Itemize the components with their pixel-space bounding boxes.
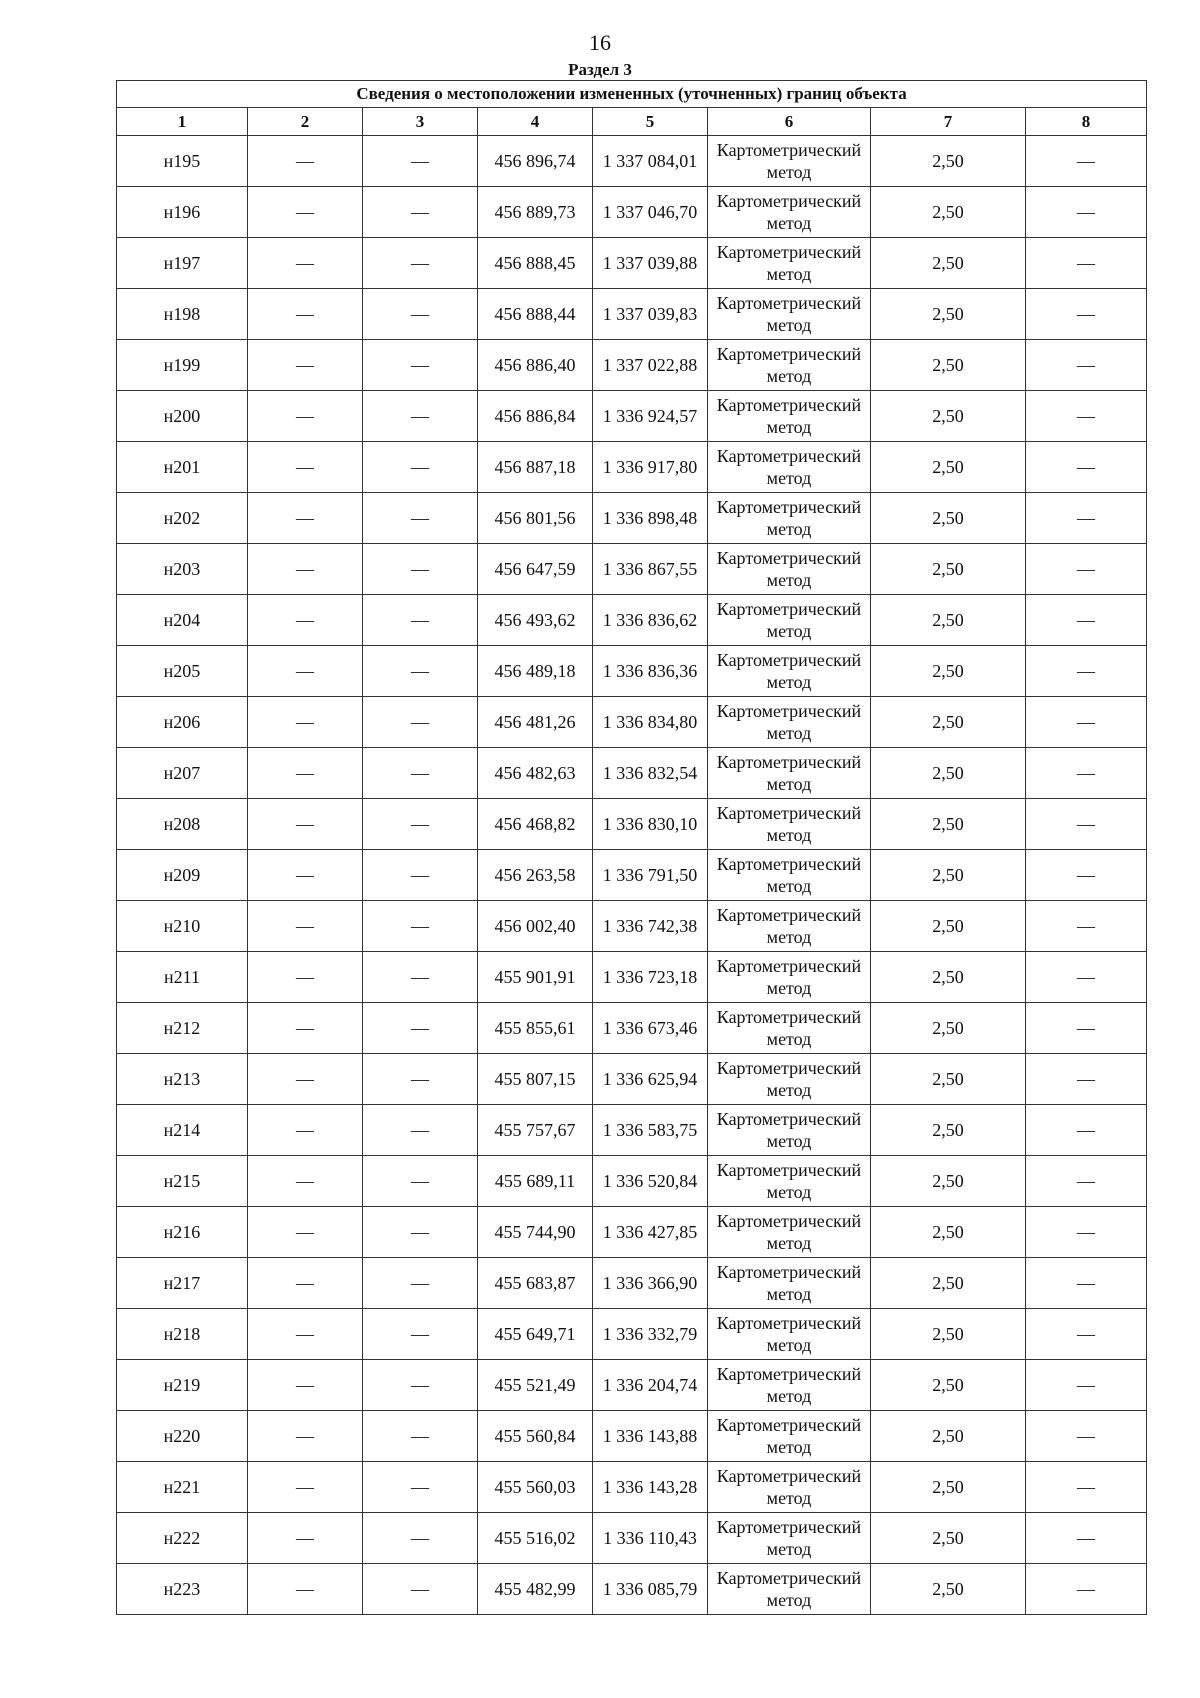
accuracy-cell: 2,50 bbox=[871, 1003, 1026, 1054]
cell-col3: — bbox=[363, 1054, 478, 1105]
cell-col2: — bbox=[248, 1207, 363, 1258]
point-id-cell: н215 bbox=[117, 1156, 248, 1207]
method-cell: Картометрический метод bbox=[708, 1003, 871, 1054]
cell-col3: — bbox=[363, 136, 478, 187]
method-cell: Картометрический метод bbox=[708, 1411, 871, 1462]
page-number: 16 bbox=[589, 30, 611, 55]
point-id-cell: н209 bbox=[117, 850, 248, 901]
table-row bbox=[117, 1003, 1147, 1054]
coord-y-cell: 1 336 110,43 bbox=[593, 1513, 708, 1564]
coord-y-cell: 1 337 046,70 bbox=[593, 187, 708, 238]
point-id-cell: н214 bbox=[117, 1105, 248, 1156]
accuracy-cell: 2,50 bbox=[871, 1258, 1026, 1309]
cell-col3: — bbox=[363, 238, 478, 289]
table-body bbox=[117, 136, 1147, 1615]
cell-col8: — bbox=[1026, 1462, 1147, 1513]
cell-col3: — bbox=[363, 850, 478, 901]
method-cell: Картометрический метод bbox=[708, 799, 871, 850]
cell-col8: — bbox=[1026, 901, 1147, 952]
coord-y-cell: 1 336 791,50 bbox=[593, 850, 708, 901]
coord-y-cell: 1 336 427,85 bbox=[593, 1207, 708, 1258]
coord-x-cell: 456 896,74 bbox=[478, 136, 593, 187]
cell-col3: — bbox=[363, 1309, 478, 1360]
coord-y-cell: 1 336 830,10 bbox=[593, 799, 708, 850]
coord-x-cell: 456 886,40 bbox=[478, 340, 593, 391]
accuracy-cell: 2,50 bbox=[871, 1411, 1026, 1462]
accuracy-cell: 2,50 bbox=[871, 901, 1026, 952]
accuracy-cell: 2,50 bbox=[871, 1105, 1026, 1156]
accuracy-cell: 2,50 bbox=[871, 340, 1026, 391]
coord-x-cell: 455 757,67 bbox=[478, 1105, 593, 1156]
cell-col8: — bbox=[1026, 544, 1147, 595]
coord-x-cell: 455 560,03 bbox=[478, 1462, 593, 1513]
table-row bbox=[117, 1054, 1147, 1105]
coord-x-cell: 455 744,90 bbox=[478, 1207, 593, 1258]
cell-col3: — bbox=[363, 187, 478, 238]
cell-col3: — bbox=[363, 1258, 478, 1309]
cell-col8: — bbox=[1026, 238, 1147, 289]
table-row bbox=[117, 646, 1147, 697]
cell-col2: — bbox=[248, 1054, 363, 1105]
table-row bbox=[117, 493, 1147, 544]
accuracy-cell: 2,50 bbox=[871, 952, 1026, 1003]
accuracy-cell: 2,50 bbox=[871, 1309, 1026, 1360]
table-row bbox=[117, 289, 1147, 340]
coord-x-cell: 456 886,84 bbox=[478, 391, 593, 442]
table-row bbox=[117, 340, 1147, 391]
cell-col2: — bbox=[248, 1564, 363, 1615]
coord-y-cell: 1 336 673,46 bbox=[593, 1003, 708, 1054]
coord-x-cell: 456 493,62 bbox=[478, 595, 593, 646]
method-cell: Картометрический метод bbox=[708, 901, 871, 952]
cell-col8: — bbox=[1026, 1411, 1147, 1462]
point-id-cell: н223 bbox=[117, 1564, 248, 1615]
table-row bbox=[117, 1360, 1147, 1411]
cell-col2: — bbox=[248, 697, 363, 748]
cell-col3: — bbox=[363, 1156, 478, 1207]
table-row bbox=[117, 1207, 1147, 1258]
column-number: 7 bbox=[871, 108, 1026, 136]
cell-col8: — bbox=[1026, 1309, 1147, 1360]
table-row bbox=[117, 1513, 1147, 1564]
accuracy-cell: 2,50 bbox=[871, 391, 1026, 442]
table-row bbox=[117, 595, 1147, 646]
table-row bbox=[117, 238, 1147, 289]
point-id-cell: н213 bbox=[117, 1054, 248, 1105]
coord-x-cell: 456 002,40 bbox=[478, 901, 593, 952]
cell-col8: — bbox=[1026, 340, 1147, 391]
point-id-cell: н202 bbox=[117, 493, 248, 544]
table-row bbox=[117, 901, 1147, 952]
accuracy-cell: 2,50 bbox=[871, 442, 1026, 493]
cell-col2: — bbox=[248, 187, 363, 238]
cell-col3: — bbox=[363, 1003, 478, 1054]
cell-col2: — bbox=[248, 1003, 363, 1054]
point-id-cell: н221 bbox=[117, 1462, 248, 1513]
column-number-row bbox=[117, 108, 1147, 136]
coord-y-cell: 1 336 742,38 bbox=[593, 901, 708, 952]
accuracy-cell: 2,50 bbox=[871, 1360, 1026, 1411]
cell-col8: — bbox=[1026, 1564, 1147, 1615]
column-number: 2 bbox=[248, 108, 363, 136]
cell-col8: — bbox=[1026, 1258, 1147, 1309]
cell-col2: — bbox=[248, 544, 363, 595]
cell-col2: — bbox=[248, 289, 363, 340]
method-cell: Картометрический метод bbox=[708, 1258, 871, 1309]
accuracy-cell: 2,50 bbox=[871, 850, 1026, 901]
table-row bbox=[117, 1156, 1147, 1207]
method-cell: Картометрический метод bbox=[708, 187, 871, 238]
accuracy-cell: 2,50 bbox=[871, 1513, 1026, 1564]
coord-x-cell: 455 689,11 bbox=[478, 1156, 593, 1207]
point-id-cell: н198 bbox=[117, 289, 248, 340]
accuracy-cell: 2,50 bbox=[871, 646, 1026, 697]
point-id-cell: н219 bbox=[117, 1360, 248, 1411]
method-cell: Картометрический метод bbox=[708, 340, 871, 391]
table-row bbox=[117, 391, 1147, 442]
table-row bbox=[117, 799, 1147, 850]
cell-col2: — bbox=[248, 1360, 363, 1411]
method-cell: Картометрический метод bbox=[708, 1156, 871, 1207]
point-id-cell: н203 bbox=[117, 544, 248, 595]
accuracy-cell: 2,50 bbox=[871, 697, 1026, 748]
cell-col2: — bbox=[248, 1411, 363, 1462]
method-cell: Картометрический метод bbox=[708, 1054, 871, 1105]
accuracy-cell: 2,50 bbox=[871, 136, 1026, 187]
coord-y-cell: 1 336 898,48 bbox=[593, 493, 708, 544]
cell-col3: — bbox=[363, 1105, 478, 1156]
method-cell: Картометрический метод bbox=[708, 1462, 871, 1513]
method-cell: Картометрический метод bbox=[708, 238, 871, 289]
cell-col3: — bbox=[363, 1513, 478, 1564]
accuracy-cell: 2,50 bbox=[871, 289, 1026, 340]
cell-col8: — bbox=[1026, 1360, 1147, 1411]
point-id-cell: н200 bbox=[117, 391, 248, 442]
table-row bbox=[117, 442, 1147, 493]
coord-x-cell: 456 888,44 bbox=[478, 289, 593, 340]
cell-col2: — bbox=[248, 850, 363, 901]
point-id-cell: н217 bbox=[117, 1258, 248, 1309]
coord-y-cell: 1 337 022,88 bbox=[593, 340, 708, 391]
method-cell: Картометрический метод bbox=[708, 1309, 871, 1360]
cell-col2: — bbox=[248, 901, 363, 952]
column-number: 5 bbox=[593, 108, 708, 136]
point-id-cell: н206 bbox=[117, 697, 248, 748]
cell-col3: — bbox=[363, 391, 478, 442]
cell-col8: — bbox=[1026, 442, 1147, 493]
coord-y-cell: 1 336 143,88 bbox=[593, 1411, 708, 1462]
table-row bbox=[117, 850, 1147, 901]
accuracy-cell: 2,50 bbox=[871, 187, 1026, 238]
accuracy-cell: 2,50 bbox=[871, 1054, 1026, 1105]
method-cell: Картометрический метод bbox=[708, 136, 871, 187]
method-cell: Картометрический метод bbox=[708, 1105, 871, 1156]
cell-col2: — bbox=[248, 442, 363, 493]
coord-x-cell: 455 807,15 bbox=[478, 1054, 593, 1105]
section-title: Раздел 3 bbox=[568, 60, 632, 79]
coord-x-cell: 455 901,91 bbox=[478, 952, 593, 1003]
column-number: 4 bbox=[478, 108, 593, 136]
cell-col3: — bbox=[363, 1411, 478, 1462]
cell-col3: — bbox=[363, 748, 478, 799]
table-row bbox=[117, 1462, 1147, 1513]
cell-col2: — bbox=[248, 1309, 363, 1360]
cell-col8: — bbox=[1026, 952, 1147, 1003]
cell-col8: — bbox=[1026, 595, 1147, 646]
method-cell: Картометрический метод bbox=[708, 289, 871, 340]
point-id-cell: н211 bbox=[117, 952, 248, 1003]
coord-y-cell: 1 336 723,18 bbox=[593, 952, 708, 1003]
coord-y-cell: 1 336 832,54 bbox=[593, 748, 708, 799]
cell-col3: — bbox=[363, 442, 478, 493]
cell-col2: — bbox=[248, 748, 363, 799]
table-row bbox=[117, 1309, 1147, 1360]
column-number: 1 bbox=[117, 108, 248, 136]
coord-x-cell: 456 889,73 bbox=[478, 187, 593, 238]
cell-col2: — bbox=[248, 799, 363, 850]
point-id-cell: н208 bbox=[117, 799, 248, 850]
cell-col2: — bbox=[248, 952, 363, 1003]
cell-col8: — bbox=[1026, 136, 1147, 187]
coord-y-cell: 1 336 366,90 bbox=[593, 1258, 708, 1309]
cell-col8: — bbox=[1026, 1156, 1147, 1207]
table-row bbox=[117, 1258, 1147, 1309]
method-cell: Картометрический метод bbox=[708, 1513, 871, 1564]
cell-col2: — bbox=[248, 391, 363, 442]
method-cell: Картометрический метод bbox=[708, 952, 871, 1003]
cell-col8: — bbox=[1026, 1207, 1147, 1258]
cell-col3: — bbox=[363, 799, 478, 850]
cell-col8: — bbox=[1026, 748, 1147, 799]
coord-y-cell: 1 336 583,75 bbox=[593, 1105, 708, 1156]
coord-y-cell: 1 336 085,79 bbox=[593, 1564, 708, 1615]
coord-x-cell: 455 649,71 bbox=[478, 1309, 593, 1360]
cell-col2: — bbox=[248, 493, 363, 544]
cell-col3: — bbox=[363, 646, 478, 697]
table-row bbox=[117, 136, 1147, 187]
coord-x-cell: 455 482,99 bbox=[478, 1564, 593, 1615]
table-row bbox=[117, 748, 1147, 799]
point-id-cell: н201 bbox=[117, 442, 248, 493]
column-number: 3 bbox=[363, 108, 478, 136]
coord-y-cell: 1 336 332,79 bbox=[593, 1309, 708, 1360]
method-cell: Картометрический метод bbox=[708, 442, 871, 493]
table-row bbox=[117, 952, 1147, 1003]
coord-y-cell: 1 336 917,80 bbox=[593, 442, 708, 493]
cell-col8: — bbox=[1026, 187, 1147, 238]
cell-col8: — bbox=[1026, 850, 1147, 901]
coord-x-cell: 456 801,56 bbox=[478, 493, 593, 544]
cell-col3: — bbox=[363, 1360, 478, 1411]
coord-x-cell: 455 683,87 bbox=[478, 1258, 593, 1309]
method-cell: Картометрический метод bbox=[708, 850, 871, 901]
table-row bbox=[117, 1564, 1147, 1615]
method-cell: Картометрический метод bbox=[708, 493, 871, 544]
accuracy-cell: 2,50 bbox=[871, 493, 1026, 544]
method-cell: Картометрический метод bbox=[708, 391, 871, 442]
cell-col3: — bbox=[363, 1462, 478, 1513]
table-row bbox=[117, 187, 1147, 238]
coord-y-cell: 1 336 924,57 bbox=[593, 391, 708, 442]
accuracy-cell: 2,50 bbox=[871, 1156, 1026, 1207]
cell-col3: — bbox=[363, 901, 478, 952]
cell-col3: — bbox=[363, 1564, 478, 1615]
cell-col3: — bbox=[363, 544, 478, 595]
coord-x-cell: 456 468,82 bbox=[478, 799, 593, 850]
cell-col2: — bbox=[248, 1258, 363, 1309]
cell-col8: — bbox=[1026, 697, 1147, 748]
cell-col8: — bbox=[1026, 289, 1147, 340]
point-id-cell: н210 bbox=[117, 901, 248, 952]
coord-x-cell: 455 560,84 bbox=[478, 1411, 593, 1462]
accuracy-cell: 2,50 bbox=[871, 1207, 1026, 1258]
point-id-cell: н197 bbox=[117, 238, 248, 289]
coord-y-cell: 1 336 834,80 bbox=[593, 697, 708, 748]
point-id-cell: н205 bbox=[117, 646, 248, 697]
table-row bbox=[117, 1411, 1147, 1462]
method-cell: Картометрический метод bbox=[708, 1360, 871, 1411]
method-cell: Картометрический метод bbox=[708, 697, 871, 748]
point-id-cell: н212 bbox=[117, 1003, 248, 1054]
method-cell: Картометрический метод bbox=[708, 646, 871, 697]
cell-col3: — bbox=[363, 289, 478, 340]
table-row bbox=[117, 544, 1147, 595]
coord-y-cell: 1 336 520,84 bbox=[593, 1156, 708, 1207]
point-id-cell: н222 bbox=[117, 1513, 248, 1564]
point-id-cell: н207 bbox=[117, 748, 248, 799]
coord-x-cell: 455 855,61 bbox=[478, 1003, 593, 1054]
cell-col8: — bbox=[1026, 1105, 1147, 1156]
cell-col8: — bbox=[1026, 799, 1147, 850]
coord-y-cell: 1 336 836,36 bbox=[593, 646, 708, 697]
cell-col8: — bbox=[1026, 493, 1147, 544]
point-id-cell: н218 bbox=[117, 1309, 248, 1360]
column-number: 6 bbox=[708, 108, 871, 136]
point-id-cell: н220 bbox=[117, 1411, 248, 1462]
cell-col8: — bbox=[1026, 646, 1147, 697]
cell-col2: — bbox=[248, 1513, 363, 1564]
point-id-cell: н196 bbox=[117, 187, 248, 238]
table-row bbox=[117, 697, 1147, 748]
cell-col2: — bbox=[248, 340, 363, 391]
cell-col2: — bbox=[248, 1156, 363, 1207]
cell-col2: — bbox=[248, 136, 363, 187]
table-caption: Сведения о местоположении измененных (уточненных) границ объекта bbox=[117, 81, 1147, 108]
accuracy-cell: 2,50 bbox=[871, 238, 1026, 289]
cell-col3: — bbox=[363, 340, 478, 391]
cell-col3: — bbox=[363, 952, 478, 1003]
method-cell: Картометрический метод bbox=[708, 595, 871, 646]
coord-y-cell: 1 337 039,83 bbox=[593, 289, 708, 340]
coord-x-cell: 455 521,49 bbox=[478, 1360, 593, 1411]
accuracy-cell: 2,50 bbox=[871, 748, 1026, 799]
table-row bbox=[117, 1105, 1147, 1156]
coordinates-table bbox=[116, 80, 1147, 1615]
method-cell: Картометрический метод bbox=[708, 544, 871, 595]
cell-col8: — bbox=[1026, 1054, 1147, 1105]
cell-col8: — bbox=[1026, 1513, 1147, 1564]
point-id-cell: н199 bbox=[117, 340, 248, 391]
accuracy-cell: 2,50 bbox=[871, 595, 1026, 646]
cell-col2: — bbox=[248, 646, 363, 697]
method-cell: Картометрический метод bbox=[708, 748, 871, 799]
method-cell: Картометрический метод bbox=[708, 1207, 871, 1258]
cell-col2: — bbox=[248, 1462, 363, 1513]
method-cell: Картометрический метод bbox=[708, 1564, 871, 1615]
coord-x-cell: 455 516,02 bbox=[478, 1513, 593, 1564]
coord-x-cell: 456 888,45 bbox=[478, 238, 593, 289]
coord-y-cell: 1 336 625,94 bbox=[593, 1054, 708, 1105]
cell-col3: — bbox=[363, 493, 478, 544]
cell-col3: — bbox=[363, 697, 478, 748]
coord-x-cell: 456 263,58 bbox=[478, 850, 593, 901]
accuracy-cell: 2,50 bbox=[871, 544, 1026, 595]
accuracy-cell: 2,50 bbox=[871, 1564, 1026, 1615]
column-number: 8 bbox=[1026, 108, 1147, 136]
coord-x-cell: 456 887,18 bbox=[478, 442, 593, 493]
coord-y-cell: 1 336 204,74 bbox=[593, 1360, 708, 1411]
cell-col8: — bbox=[1026, 391, 1147, 442]
coord-x-cell: 456 489,18 bbox=[478, 646, 593, 697]
coord-x-cell: 456 482,63 bbox=[478, 748, 593, 799]
coord-y-cell: 1 337 039,88 bbox=[593, 238, 708, 289]
cell-col3: — bbox=[363, 1207, 478, 1258]
cell-col8: — bbox=[1026, 1003, 1147, 1054]
coord-y-cell: 1 337 084,01 bbox=[593, 136, 708, 187]
accuracy-cell: 2,50 bbox=[871, 799, 1026, 850]
coord-y-cell: 1 336 867,55 bbox=[593, 544, 708, 595]
cell-col2: — bbox=[248, 595, 363, 646]
point-id-cell: н216 bbox=[117, 1207, 248, 1258]
accuracy-cell: 2,50 bbox=[871, 1462, 1026, 1513]
cell-col3: — bbox=[363, 595, 478, 646]
point-id-cell: н195 bbox=[117, 136, 248, 187]
coord-x-cell: 456 481,26 bbox=[478, 697, 593, 748]
cell-col2: — bbox=[248, 1105, 363, 1156]
point-id-cell: н204 bbox=[117, 595, 248, 646]
cell-col2: — bbox=[248, 238, 363, 289]
coord-y-cell: 1 336 836,62 bbox=[593, 595, 708, 646]
coord-y-cell: 1 336 143,28 bbox=[593, 1462, 708, 1513]
coord-x-cell: 456 647,59 bbox=[478, 544, 593, 595]
